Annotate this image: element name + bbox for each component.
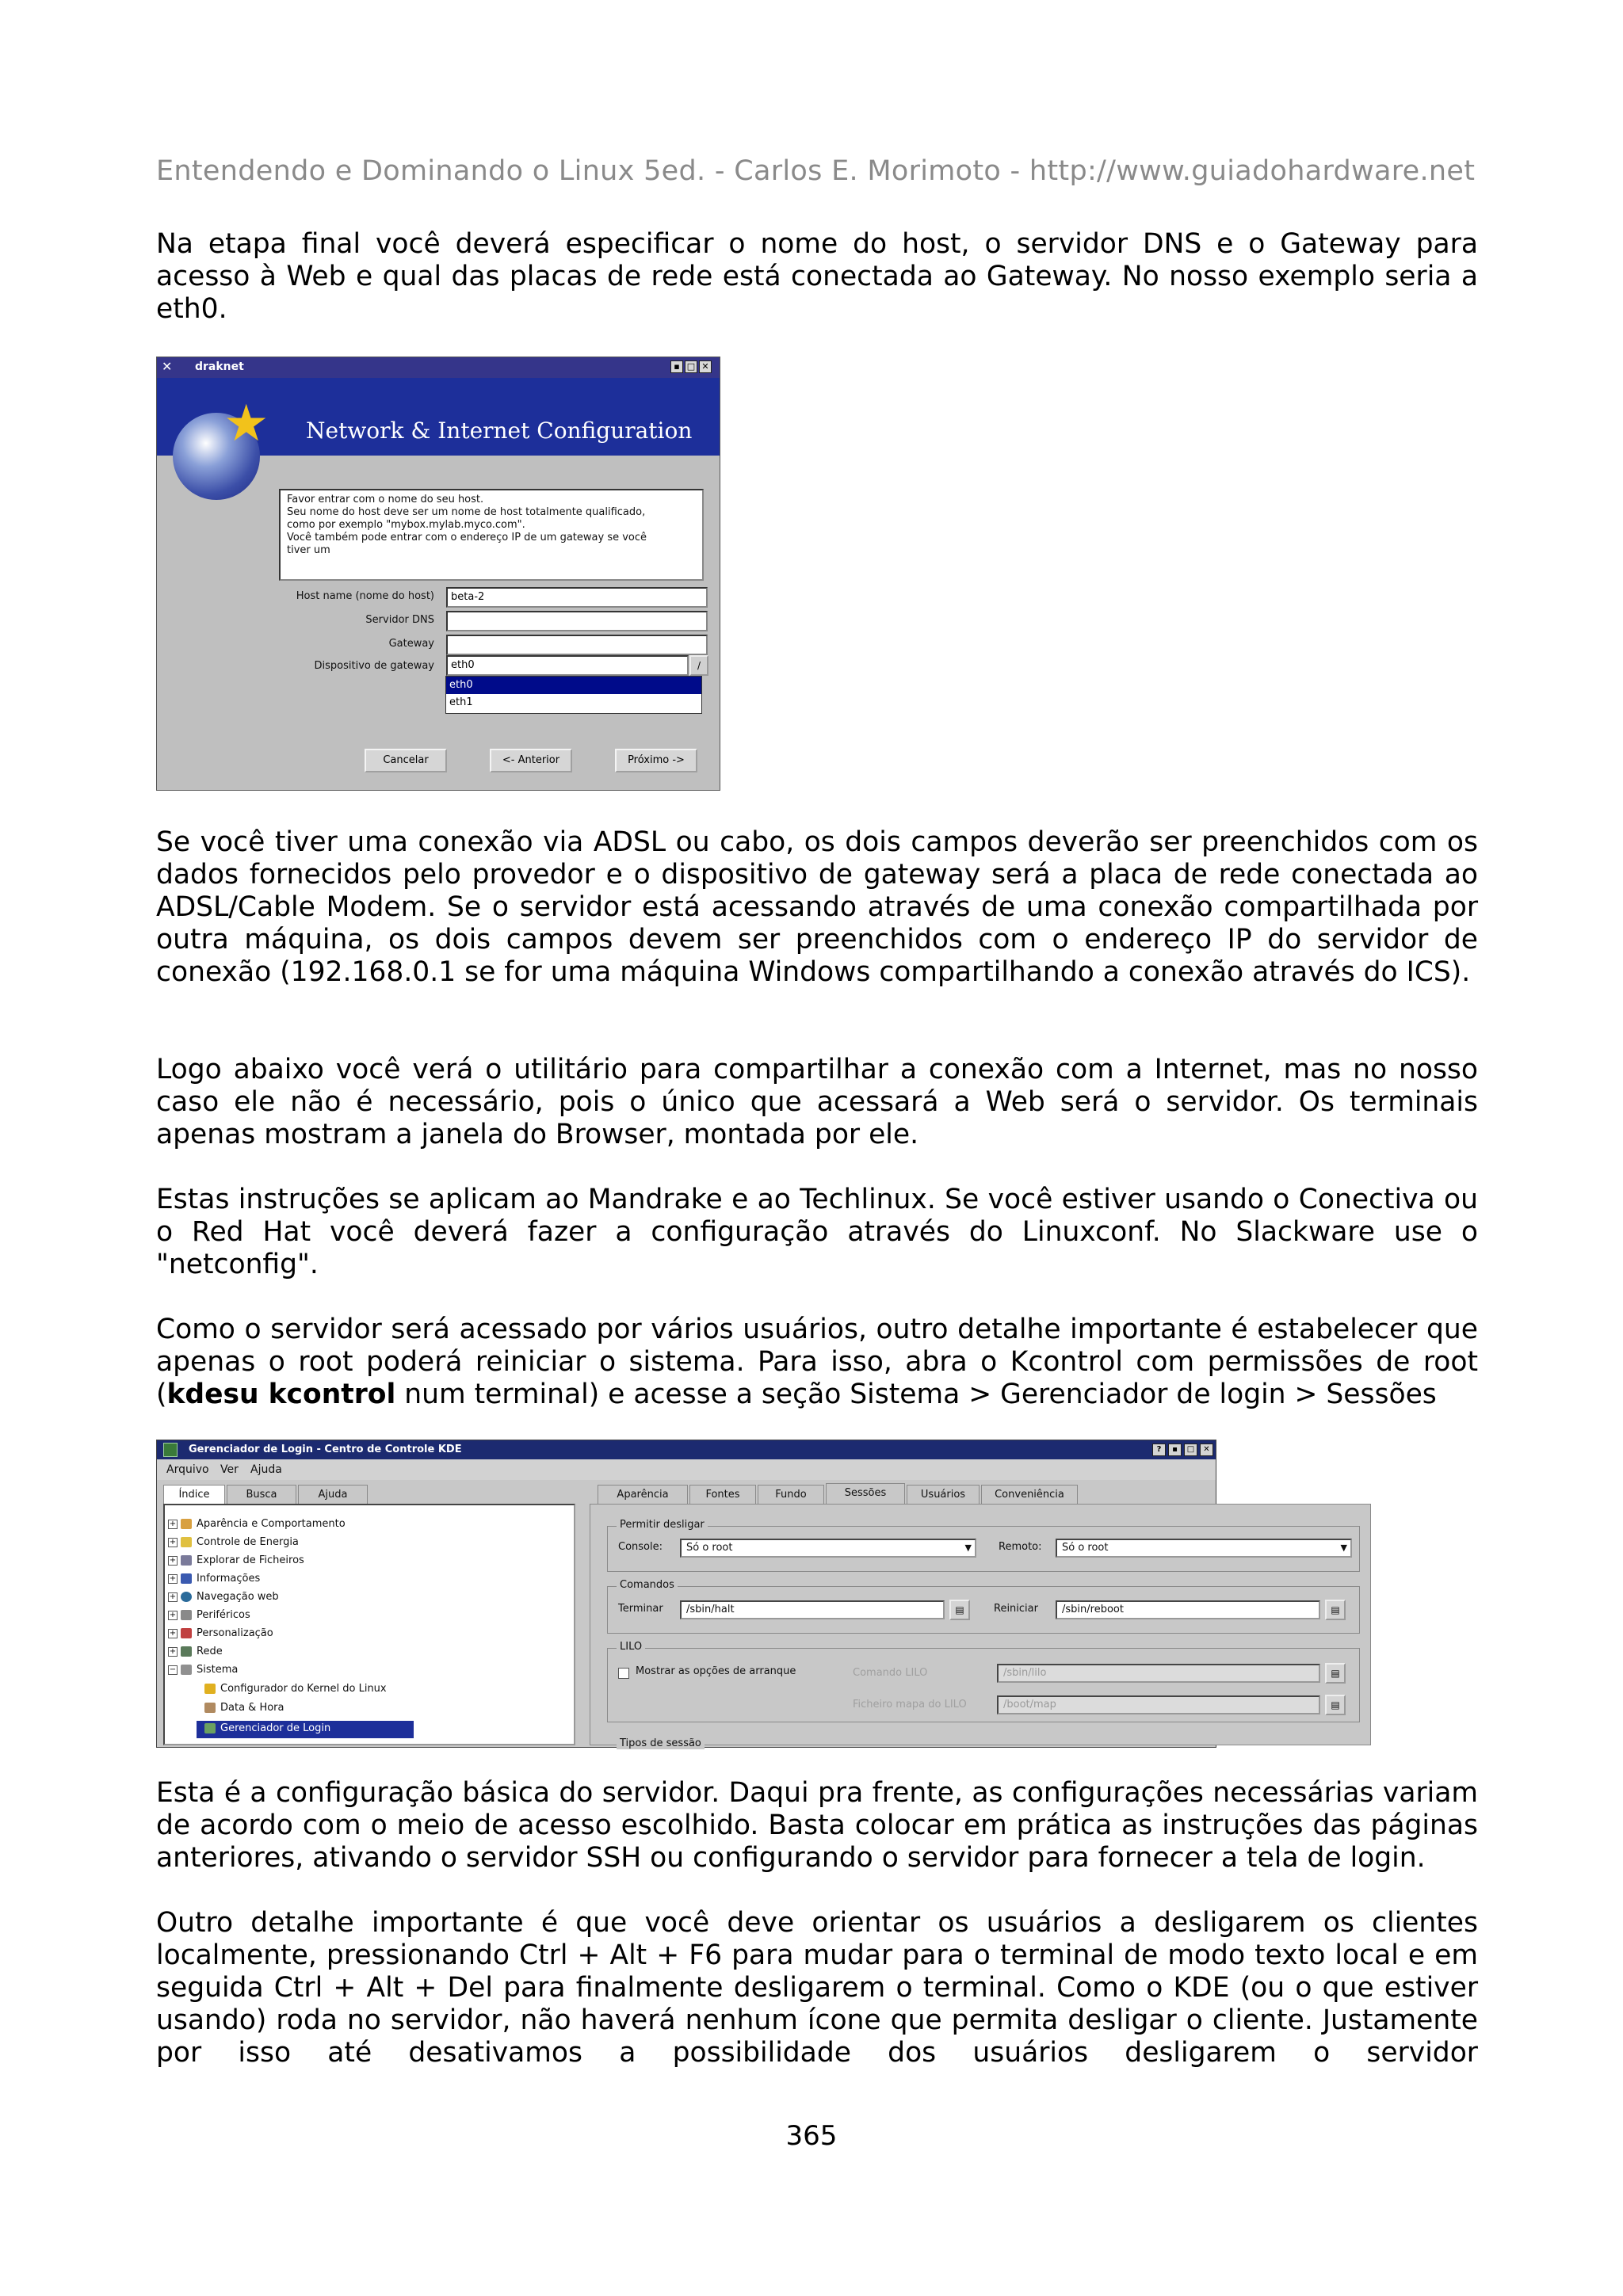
dns-input[interactable] (446, 611, 708, 631)
menu-ver[interactable]: Ver (220, 1463, 239, 1476)
banner-title: Network & Internet Configuration (306, 418, 693, 444)
personalization-icon (181, 1628, 192, 1638)
system-icon (181, 1665, 192, 1675)
halt-label: Terminar (618, 1603, 663, 1615)
tree-item-login-manager[interactable] (204, 1722, 330, 1734)
appearance-icon (181, 1519, 192, 1529)
tree-item-web[interactable] (168, 1591, 279, 1603)
console-select[interactable] (680, 1539, 976, 1558)
description-line: Você também pode entrar com o endereço IP de um gateway se você (287, 532, 647, 543)
tab-conveniencia[interactable]: Conveniência (981, 1485, 1078, 1504)
expand-icon[interactable]: + (169, 1592, 177, 1601)
tab-usuarios[interactable]: Usuários (907, 1485, 980, 1504)
lilo-options-label: Mostrar as opções de arranque (636, 1665, 796, 1677)
expand-icon[interactable]: + (169, 1537, 177, 1547)
kde-control-screenshot (156, 1440, 1347, 1749)
paragraph-5 (156, 1314, 1478, 1411)
lilo-command-label: Comando LILO (853, 1667, 928, 1679)
folder-open-icon[interactable]: ▤ (1325, 1695, 1346, 1715)
paragraph-7: Outro detalhe importante é que você deve orientar os usuários a desligarem os clientes localmente, pressionando Ctrl + Alt + F6 para mudar para o terminal de modo texto local e em seguida Ctrl + Alt + Del para finalmente desligarem o terminal. Como o KDE (ou o que estiver usando) roda no servidor, não haverá nenhum ícone que permita desligar o cliente. Justamente por isso até desativamos a possibilidade dos usuários desligarem o servidor (156, 1907, 1478, 2069)
star-icon: ★ (223, 395, 269, 453)
session-types-group-label: Tipos de sessão (617, 1737, 705, 1749)
paragraph-5-text: Como o servidor será acessado por vários usuários, outro detalhe importante é estabelecer que apenas o root poderá reiniciar o sistema. Para isso, abra o Kcontrol com permissões de root ( (156, 1314, 1478, 1410)
collapse-icon[interactable]: − (169, 1665, 177, 1674)
minimize-icon[interactable]: ▪ (670, 360, 683, 373)
info-icon (181, 1573, 192, 1584)
tree-item-label: Aparência e Comportamento (197, 1518, 346, 1530)
commands-group-label: Comandos (617, 1579, 678, 1591)
console-select-value: Só o root (686, 1542, 733, 1554)
device-combo[interactable]: eth0 (446, 655, 689, 676)
kde-menubar (157, 1459, 1216, 1480)
remote-select-value: Só o root (1062, 1542, 1109, 1554)
paragraph-4: Estas instruções se aplicam ao Mandrake e ao Techlinux. Se você estiver usando o Conectiva ou o Red Hat você deverá fazer a configuração através do Linuxconf. No Slackware use o "netconfig". (156, 1184, 1478, 1280)
description-line: Seu nome do host deve ser um nome de host totalmente qualificado, (287, 506, 646, 518)
option-eth0[interactable]: eth0 (446, 677, 701, 694)
drakenet-banner (157, 378, 720, 456)
tab-sessoes[interactable]: Sessões (826, 1483, 905, 1504)
tree-item-label: Controle de Energia (197, 1536, 299, 1548)
remote-select[interactable] (1056, 1539, 1352, 1558)
tree-item-appearance[interactable] (168, 1518, 346, 1530)
tree-item-label: Sistema (197, 1664, 239, 1676)
lilo-group-label: LILO (617, 1641, 645, 1653)
tree-item-label: Explorar de Ficheiros (197, 1554, 304, 1566)
previous-button[interactable]: <- Anterior (490, 749, 572, 772)
kde-app-icon (163, 1443, 178, 1457)
gateway-input[interactable] (446, 635, 708, 655)
warning-icon (204, 1684, 216, 1694)
chevron-down-icon: ▼ (964, 1543, 972, 1553)
expand-icon[interactable]: + (169, 1646, 177, 1656)
tab-aparencia[interactable]: Aparência (598, 1485, 688, 1504)
folder-open-icon[interactable]: ▤ (1325, 1600, 1346, 1620)
console-label: Console: (618, 1541, 663, 1553)
tree-item-label: Personalização (197, 1627, 273, 1639)
tree-item-label: Navegação web (197, 1591, 279, 1603)
maximize-icon[interactable]: □ (685, 360, 697, 373)
description-line: tiver um (287, 544, 330, 556)
dropdown-arrow-icon[interactable]: / (689, 655, 708, 676)
expand-icon[interactable]: + (169, 1519, 177, 1528)
lilo-options-checkbox[interactable] (618, 1668, 629, 1679)
halt-command-input[interactable]: /sbin/halt (680, 1600, 945, 1619)
kde-window-title: Gerenciador de Login - Centro de Controle KDE (189, 1444, 462, 1455)
tree-item-label: Periféricos (197, 1609, 250, 1621)
folder-open-icon[interactable]: ▤ (1325, 1663, 1346, 1684)
kde-titlebar (157, 1440, 1216, 1459)
paragraph-3: Logo abaixo você verá o utilitário para compartilhar a conexão com a Internet, mas no nosso caso ele não é necessário, pois o único que acessará a Web será o servidor. Os terminais apenas mostram a janela do Browser, montada por ele. (156, 1054, 1478, 1150)
tree-item-label: Configurador do Kernel do Linux (220, 1683, 387, 1695)
folder-open-icon[interactable]: ▤ (949, 1600, 970, 1620)
chevron-down-icon: ▼ (1340, 1543, 1347, 1553)
network-icon (181, 1646, 192, 1657)
host-label: Host name (nome do host) (296, 590, 434, 602)
drakenet-window-title: draknet (195, 360, 244, 373)
expand-icon[interactable]: + (169, 1628, 177, 1638)
host-input[interactable]: beta-2 (446, 587, 708, 608)
tree-item-peripherals[interactable] (168, 1609, 250, 1621)
tab-fontes[interactable]: Fontes (689, 1485, 756, 1504)
device-label: Dispositivo de gateway (314, 660, 434, 672)
lilo-map-input[interactable]: /boot/map (997, 1695, 1320, 1714)
option-eth1[interactable]: eth1 (449, 696, 473, 708)
tree-item-system[interactable] (168, 1664, 238, 1676)
cancel-button[interactable]: Cancelar (365, 749, 447, 772)
shutdown-group-label: Permitir desligar (617, 1519, 708, 1531)
paragraph-6: Esta é a configuração básica do servidor. Daqui pra frente, as configurações necessárias variam de acordo com o meio de acesso escolhido. Basta colocar em prática as instruções das páginas anteriores, ativando o servidor SSH ou configurando o servidor para fornecer a tela de login. (156, 1777, 1478, 1874)
help-icon[interactable]: ? (1152, 1444, 1166, 1456)
tab-ajuda[interactable]: Ajuda (298, 1485, 368, 1504)
expand-icon[interactable]: + (169, 1573, 177, 1583)
tree-item-label: Rede (197, 1646, 223, 1657)
drakenet-description (279, 489, 704, 581)
close-icon[interactable]: ✕ (699, 360, 712, 373)
page-number: 365 (785, 2120, 838, 2152)
login-manager-icon (204, 1723, 216, 1733)
tree-item-energy[interactable] (168, 1536, 299, 1548)
tree-item-files[interactable] (168, 1554, 304, 1566)
tree-item-network[interactable] (168, 1646, 223, 1657)
expand-icon[interactable]: + (169, 1610, 177, 1619)
command-kdesu-kcontrol: kdesu kcontrol (166, 1379, 396, 1410)
tree-item-label: Informações (197, 1573, 261, 1585)
tree-item-info[interactable] (168, 1573, 260, 1585)
peripherals-icon (181, 1610, 192, 1620)
file-manager-icon (181, 1555, 192, 1566)
reboot-label: Reiniciar (994, 1603, 1038, 1615)
menu-arquivo[interactable]: Arquivo (166, 1463, 209, 1476)
clock-icon (204, 1703, 216, 1713)
maximize-icon[interactable]: □ (1184, 1444, 1197, 1456)
expand-icon[interactable]: + (169, 1555, 177, 1565)
next-button[interactable]: Próximo -> (615, 749, 697, 772)
tab-indice[interactable]: Índice (163, 1485, 225, 1504)
globe-icon (181, 1592, 192, 1602)
lilo-command-input[interactable]: /sbin/lilo (997, 1664, 1320, 1683)
tree-item-label: Gerenciador de Login (220, 1722, 331, 1734)
paragraph-2: Se você tiver uma conexão via ADSL ou cabo, os dois campos deverão ser preenchidos com os dados fornecidos pelo provedor e o dispositivo de gateway será a placa de rede conectada ao ADSL/Cable Modem. Se o servidor está acessando através de uma conexão compartilhada por outra máquina, os dois campos devem ser preenchidos com o endereço IP do servidor de conexão (192.168.0.1 se for uma máquina Windows compartilhando a conexão através do ICS). (156, 826, 1478, 988)
energy-icon (181, 1537, 192, 1547)
tab-fundo[interactable]: Fundo (758, 1485, 824, 1504)
tab-busca[interactable]: Busca (227, 1485, 296, 1504)
paragraph-5-text-end: num terminal) e acesse a seção Sistema > Gerenciador de login > Sessões (395, 1379, 1437, 1410)
running-header: Entendendo e Dominando o Linux 5ed. - Carlos E. Morimoto - http://www.guiadohardware.net (156, 155, 1476, 187)
tree-item-kernel[interactable] (204, 1683, 387, 1695)
drakenet-titlebar (157, 357, 720, 378)
dns-label: Servidor DNS (365, 614, 434, 626)
tree-item-label: Data & Hora (220, 1702, 285, 1714)
tree-item-personalization[interactable] (168, 1627, 273, 1639)
gateway-label: Gateway (388, 638, 434, 650)
menu-ajuda[interactable]: Ajuda (250, 1463, 282, 1476)
paragraph-1: Na etapa final você deverá especificar o nome do host, o servidor DNS e o Gateway para acesso à Web e qual das placas de rede está conectada ao Gateway. No nosso exemplo seria a eth0. (156, 228, 1478, 325)
close-icon[interactable]: ✕ (1200, 1444, 1213, 1456)
minimize-icon[interactable]: ▪ (1168, 1444, 1182, 1456)
lilo-map-label: Ficheiro mapa do LILO (853, 1699, 967, 1711)
device-options-list[interactable] (445, 676, 702, 714)
drakenet-screenshot (156, 357, 720, 791)
remote-label: Remoto: (999, 1541, 1042, 1553)
description-line: como por exemplo "mybox.mylab.myco.com". (287, 519, 525, 531)
tree-item-datetime[interactable] (204, 1702, 284, 1714)
reboot-command-input[interactable]: /sbin/reboot (1056, 1600, 1320, 1619)
x-logo-icon: ✕ (162, 359, 173, 374)
description-line: Favor entrar com o nome do seu host. (287, 494, 484, 505)
